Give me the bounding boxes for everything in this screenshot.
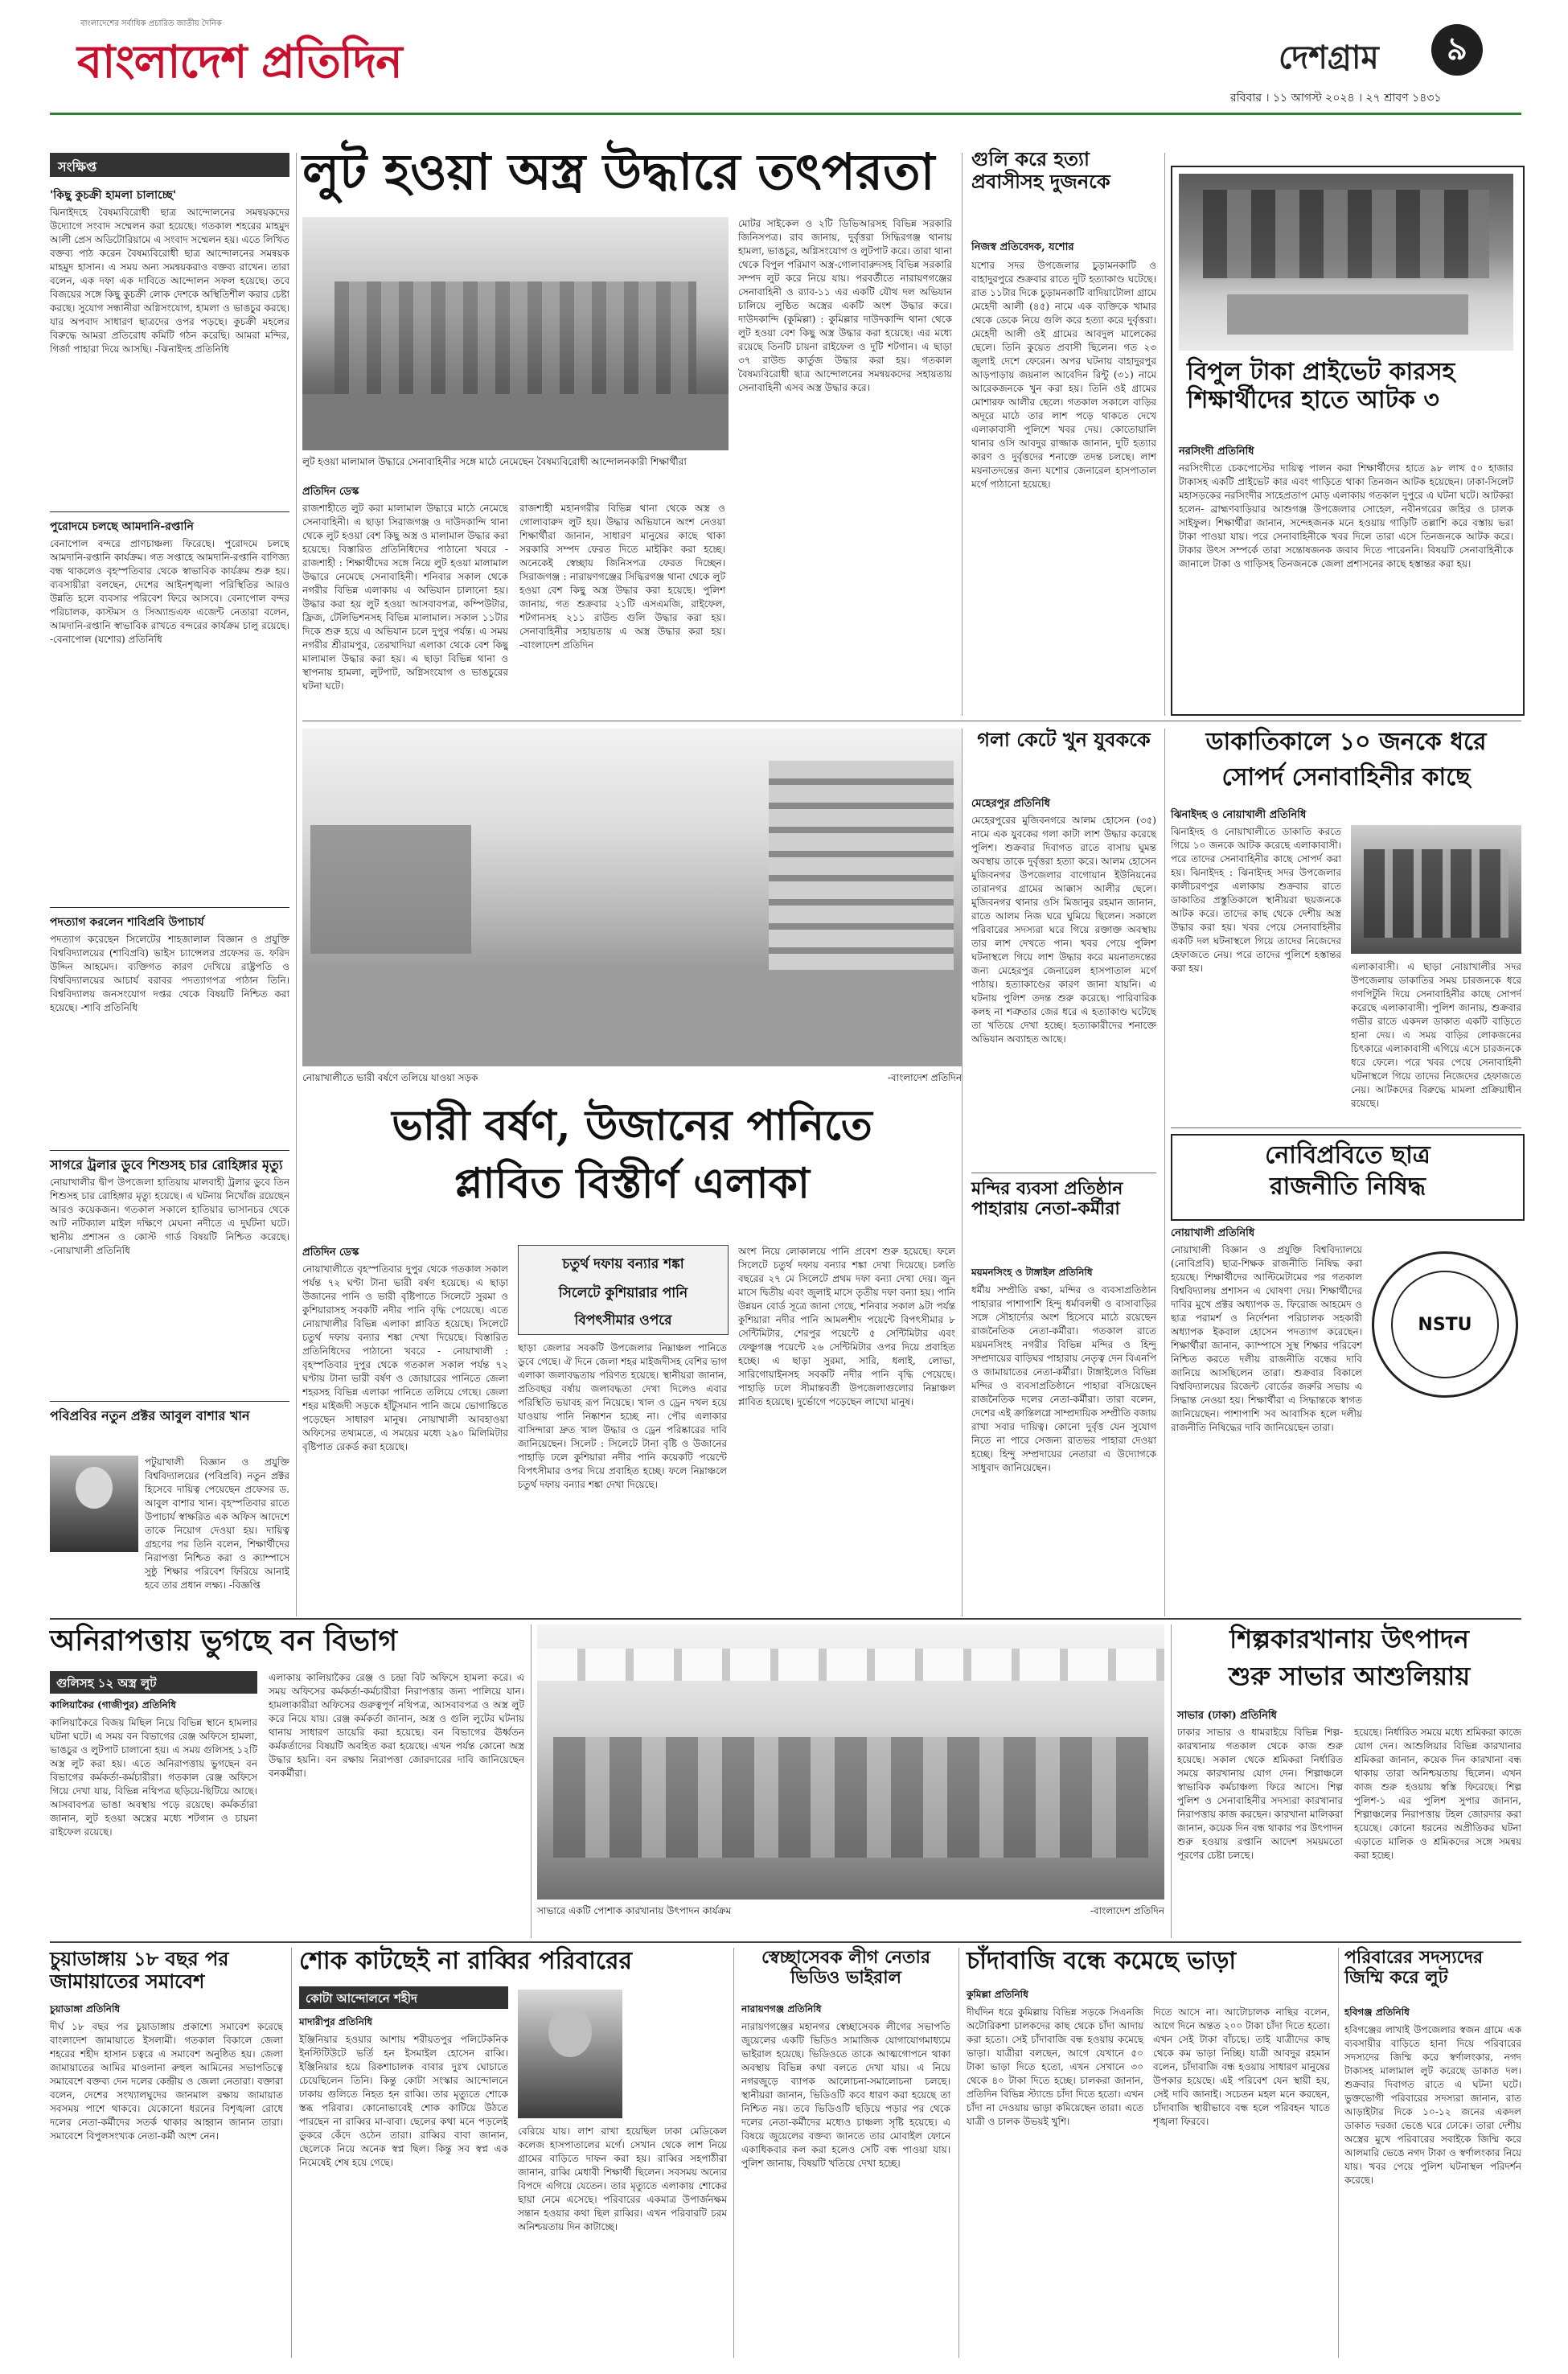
fare-byline: কুমিল্লা প্রতিনিধি bbox=[967, 1989, 1028, 2000]
divider bbox=[50, 907, 289, 908]
column-divider bbox=[958, 1948, 959, 2358]
university-logo bbox=[1372, 1251, 1518, 1398]
brief-item-title: পদত্যাগ করলেন শাবিপ্রবি উপাচার্য bbox=[50, 916, 204, 929]
robbery-byline: ঝিনাইদহ ও নোয়াখালী প্রতিনিধি bbox=[1171, 809, 1307, 821]
lead-text-col3: মোটর সাইকেল ও ২টি ডিভিআরসহ বিভিন্ন সরকারি জিনিসপত্র। রাব জানায়, দুর্বৃত্তরা সিদ্ধিরগঞ্জ থানায় হামলা, ভাঙচুর, অগ্নিসংযোগ ও লুটপাট করে। তারা থানা থেকে বিপুল পরিমাণ অস্ত্র-গোলাবারুদসহ বিভিন্ন সরকারি সম্পদ লুট করে নিয়ে যায়। পরবর্তীতে নারায়ণগঞ্জের সেনাবাহিনী ও র‍্যাব-১১ এর একটি যৌথ দল অভিযান চালিয়ে লুণ্ঠিত অস্ত্রের একটি অংশ উদ্ধার করে। দাউদকান্দি (কুমিল্লা) : কুমিল্লার দাউদকান্দি থানা থেকে লুট হওয়া বেশ কিছু অস্ত্র উদ্ধার করা হয়েছে। এর মধ্যে রয়েছে তিনটি চায়না রাইফেল ও দুটি শটগান। এ ছাড়া ৩৭ রাউন্ড কার্তুজ উদ্ধার করা হয়। গতকাল বৈষম্যবিরোধী ছাত্র আন্দোলনের সমন্বয়কদের সহায়তায় সেনাবাহিনী এসব অস্ত্র উদ্ধার করে। bbox=[738, 218, 952, 393]
jamaat-byline: চুয়াডাঙ্গা প্রতিনিধি bbox=[50, 2003, 121, 2015]
divider bbox=[50, 1150, 289, 1151]
lead-photo-caption: লুট হওয়া মালামাল উদ্ধারে সেনাবাহিনীর সঙ্গে মাঠে নেমেছেন বৈষম্যবিরোধী আন্দোলনকারী শিক্ষার্থীরা bbox=[302, 456, 687, 467]
column-divider bbox=[1338, 1948, 1339, 2358]
forest-sub-label: গুলিসহ ১২ অস্ত্র লুট bbox=[50, 1671, 257, 1694]
divider bbox=[50, 1401, 289, 1402]
brief-item-text: পদত্যাগ করেছেন সিলেটের শাহজালাল বিজ্ঞান ও প্রযুক্তি বিশ্ববিদ্যালয়ের (শাবিপ্রবি) ভাইস চ্যান্সেলর প্রফেসর ড. ফরিদ উদ্দিন আহমেদ। ব্যক্তিগত কারণ দেখিয়ে রাষ্ট্রপতি ও বিশ্ববিদ্যালয়ের আচার্য বরাবর পদত্যাগপত্র পাঠান তিনি। বিশ্ববিদ্যালয় জনসংযোগ দপ্তর থেকে বিষয়টি নিশ্চিত করা হয়েছে। -শাবি প্রতিনিধি bbox=[50, 934, 289, 1013]
flood-callout bbox=[518, 1245, 729, 1335]
divider bbox=[50, 511, 289, 512]
killing-text: যশোর সদর উপজেলার চুড়ামনকাটি ও বাহাদুরপুরে শুক্রবার রাতে দুটি হত্যাকাণ্ড ঘটেছে। রাত ১১টার দিকে চুড়ামনকাটি বাদিয়াটোলা গ্রামে মেহেদী আলী (৪৫) নামে এক ব্যক্তিকে খামার থেকে ডেকে নিয়ে গুলি করে হত্যা করে দুর্বৃত্তরা। মেহেদী আলী ওই গ্রামের আবদুল মালেকের ছেলে। তিনি কুয়েত প্রবাসী ছিলেন। গত ২৩ জুলাই দেশে ফেরেন। অপর ঘটনায় বাহাদুরপুর আড়পাড়ায় জয়নাল আবেদিন রিন্টু (৩১) নামে আরেকজনকে খুন করা হয়। তিনি ওই গ্রামের মোশারফ আলীর ছেলে। গতকাল সকালে বাড়ির অদূরে মাঠে তার লাশ পড়ে থাকতে দেখে এলাকাবাসী পুলিশে খবর দেয়। কোতোয়ালি থানার ওসি আবদুর রাজ্জাক জানান, দুটি হত্যার কারণ ও দুর্বৃত্তদের শনাক্তে তদন্ত চলছে। লাশ ময়নাতদন্তের জন্য যশোর জেনারেল হাসপাতাল মর্গে পাঠানো হয়েছে। bbox=[971, 260, 1156, 490]
brief-item-title: 'কিছু কুচক্রী হামলা চালাচ্ছে' bbox=[50, 189, 177, 202]
grief-headline: শোক কাটছেই না রাব্বির পরিবারের bbox=[299, 1947, 632, 1975]
brief-item-title: সাগরে ট্রলার ডুবে শিশুসহ চার রোহিঙ্গার মৃত্যু bbox=[50, 1157, 283, 1173]
robbery-text-col1: ঝিনাইদহ ও নোয়াখালীতে ডাকাতি করতে গিয়ে ১০ জনকে আটক করেছে এলাকাবাসী। পরে তাদের সেনাবাহিনীর কাছে সোপর্দ করা হয়। ঝিনাইদহ : ঝিনাইদহ সদর উপজেলার কালীচরণপুর এলাকায় শুক্রবার রাতে ডাকাতির প্রস্তুতিকালে স্থানীয়রা ছয়জনকে আটক করে। তাদের কাছ থেকে দেশীয় অস্ত্র উদ্ধার করা হয়। খবর পেয়ে সেনাবাহিনীর একটি দল ঘটনাস্থলে গিয়ে তাদের নিজেদের হেফাজতে নেয়। পরে তাদের পুলিশে হস্তান্তর করা হয়। bbox=[1171, 826, 1341, 974]
masthead-tagline: বাংলাদেশের সর্বাধিক প্রচারিত জাতীয় দৈনিক bbox=[80, 19, 222, 28]
lead-text-col1: রাজশাহীতে লুট করা মালামাল উদ্ধারে মাঠে নেমেছে সেনাবাহিনী। এ ছাড়া সিরাজগঞ্জ ও দাউদকান্দি থানা থেকে লুট হওয়া বেশ কিছু অস্ত্র ও মালামাল উদ্ধার করা হয়েছে। বিস্তারিত প্রতিনিধিদের পাঠানো খবরে - রাজশাহী : শিক্ষার্থীদের সঙ্গে নিয়ে লুট হওয়া মালামাল উদ্ধারে নেমেছে সেনাবাহিনী। শনিবার সকাল থেকে নগরীর বিভিন্ন এলাকায় এ অভিযান চালানো হয়। উদ্ধার করা হয় লুট হওয়া আসবাবপত্র, কম্পিউটার, ফ্রিজ, টেলিভিশনসহ বিভিন্ন মালামাল। সকাল ১১টার দিকে শুরু হয়ে এ অভিযান চলে দুপুর পর্যন্ত। এ সময় নগরীর শ্রীরামপুর, তেরখাদিয়া এলাকা থেকে বেশ কিছু মালামাল উদ্ধার করা হয়। এ ছাড়া বিভিন্ন থানা ও স্থাপনায় হামলা, লুটপাট, অগ্নিসংযোগ ও ভাঙচুরের ঘটনা ঘটে। bbox=[302, 503, 508, 692]
flood-byline: প্রতিদিন ডেস্ক bbox=[302, 1247, 359, 1259]
brief-item-text: পটুয়াখালী বিজ্ঞান ও প্রযুক্তি বিশ্ববিদ্যালয়ের (পবিপ্রবি) নতুন প্রক্টর হিসেবে দায়িত্ব পেয়েছেন প্রফেসর ড. আবুল বাশার খান। বৃহস্পতিবার রাতে উপাচার্য স্বাক্ষরিত এক অফিস আদেশে তাকে নিয়োগ দেওয়া হয়। দায়িত্ব গ্রহণের পর তিনি বলেন, শিক্ষার্থীদের নিরাপত্তা নিশ্চিত করা ও ক্যাম্পাসে সুষ্ঠু শিক্ষার পরিবেশ ফিরিয়ে আনাই হবে তার প্রধান লক্ষ্য। -বিজ্ঞপ্তি bbox=[145, 1456, 289, 1591]
horizontal-divider bbox=[50, 1941, 1521, 1943]
section-name: দেশগ্রাম bbox=[1279, 39, 1379, 76]
brief-item bbox=[50, 188, 289, 510]
nobipro-headline-box bbox=[1171, 1134, 1525, 1221]
killing-headline: গুলি করে হত্যা প্রবাসীসহ দুজনকে bbox=[971, 147, 1110, 193]
nobipro-headline-line1: নোবিপ্রবিতে ছাত্র bbox=[1265, 1141, 1430, 1169]
forest-headline: অনিরাপত্তায় ভুগছে বন বিভাগ bbox=[50, 1624, 398, 1657]
factory-headline-line2: শুরু সাভার আশুলিয়ায় bbox=[1228, 1661, 1471, 1691]
nobipro-byline: নোয়াখালী প্রতিনিধি bbox=[1171, 1227, 1255, 1239]
page-number: ৯ bbox=[1447, 29, 1467, 68]
viral-byline: নারায়ণগঞ্জ প্রতিনিধি bbox=[741, 2003, 822, 2015]
grief-text-col1: ইঞ্জিনিয়ার হওয়ার আশায় শরীয়তপুর পলিটেকনিক ইনস্টিটিউটে ভর্তি হন ইসমাইল হোসেন রাব্বি। ইঞ্জিনিয়ার হয়ে রিকশাচালক বাবার দুঃখ ঘোচাতে চেয়েছিলেন তিনি। কিন্তু কোটা সংস্কার আন্দোলনে ঢাকায় গুলিতে নিহত হন রাব্বি। তার মৃত্যুতে শোকে স্তব্ধ পরিবার। কোনোভাবেই শোক কাটিয়ে উঠতে পারছেন না রাব্বির মা-বাবা। ছেলের কথা মনে পড়লেই ডুকরে কেঁদে ওঠেন তারা। রাব্বির বাবা জানান, ছেলেকে নিয়ে অনেক স্বপ্ন ছিল। কিন্তু সব স্বপ্ন এক নিমেষেই শেষ হয়ে গেছে। bbox=[299, 2034, 508, 2168]
column-divider bbox=[962, 729, 963, 1616]
robbery-text-col2: এলাকাবাসী। এ ছাড়া নোয়াখালীর সদর উপজেলায় ডাকাতির সময় চারজনকে ধরে গণপিটুনি দিয়ে সেনাবাহিনীর কাছে সোপর্দ করেছে এলাকাবাসী। পুলিশ জানায়, শুক্রবার গভীর রাতে একদল ডাকাত একটি বাড়িতে হানা দেয়। এ সময় বাড়ির লোকজনের চিৎকারে এলাকাবাসী এগিয়ে এসে চারজনকে ধরে ফেলে। পরে খবর পেয়ে সেনাবাহিনী ঘটনাস্থলে গিয়ে তাদের নিজেদের হেফাজতে নেয়। আটকদের বিরুদ্ধে মামলা প্রক্রিয়াধীন রয়েছে। bbox=[1351, 961, 1521, 1109]
arrest-byline: নরসিংদী প্রতিনিধি bbox=[1179, 446, 1254, 458]
fare-headline: চাঁদাবাজি বন্ধে কমেছে ভাড়া bbox=[967, 1947, 1237, 1975]
forest-byline: কালিয়াকৈর (গাজীপুর) প্রতিনিধি bbox=[50, 1699, 176, 1711]
viral-text: নারায়ণগঞ্জের মহানগর স্বেচ্ছাসেবক লীগের সভাপতি জুয়েলের একটি ভিডিও সামাজিক যোগাযোগমাধ্যমে ভাইরাল হয়েছে। ভিডিওতে তাকে আত্মগোপনে থাকা অবস্থায় বিভিন্ন কথা বলতে দেখা যায়। এ নিয়ে নগরজুড়ে ব্যাপক আলোচনা-সমালোচনা চলছে। স্থানীয়রা জানান, ভিডিওটি কবে ধারণ করা হয়েছে তা নিশ্চিত নয়। তবে ভিডিওটি ছড়িয়ে পড়ার পর থেকে দলের নেতা-কর্মীদের মধ্যেও চাঞ্চল্য সৃষ্টি হয়েছে। এ বিষয়ে জুয়েলের বক্তব্য জানতে তার মোবাইল ফোনে একাধিকবার কল করা হলেও সেটি বন্ধ পাওয়া যায়। পুলিশ জানায়, বিষয়টি খতিয়ে দেখা হচ্ছে। bbox=[741, 2021, 950, 2169]
forest-text-col2: এলাকায় কালিয়াকৈর রেঞ্জ ও চন্দ্রা বিট অফিসে হামলা করে। এ সময় অফিসের কর্মকর্তা-কর্মচারীরা নিরাপত্তার জন্য পালিয়ে যান। হামলাকারীরা অফিসের গুরুত্বপূর্ণ নথিপত্র, আসবাবপত্র ও অস্ত্র লুট করে নিয়ে যায়। রেঞ্জ কর্মকর্তা জানান, অস্ত্র ও গুলি লুটের ঘটনায় থানায় সাধারণ ডায়েরি করা হয়েছে। বন বিভাগের ঊর্ধ্বতন কর্মকর্তাদের বিষয়টি অবহিত করা হয়েছে। এখন পর্যন্ত কোনো অস্ত্র উদ্ধার হয়নি। বন রক্ষায় নিরাপত্তা জোরদারের দাবি জানিয়েছেন বনকর্মীরা। bbox=[269, 1672, 524, 1779]
factory-headline-line1: শিল্পকারখানায় উৎপাদন bbox=[1229, 1624, 1469, 1654]
callout-line: সিলেটে কুশিয়ারার পানি bbox=[558, 1285, 688, 1301]
grief-byline: মাদারীপুর প্রতিনিধি bbox=[299, 2016, 373, 2027]
killing-byline: নিজস্ব প্রতিবেদক, যশোর bbox=[971, 241, 1074, 253]
column-divider bbox=[1164, 729, 1165, 1616]
horizontal-divider bbox=[50, 1618, 1521, 1620]
university-logo-text: NSTU bbox=[1418, 1314, 1472, 1335]
brief-item-title: পবিপ্রবির নতুন প্রক্টর আবুল বাশার খান bbox=[50, 1408, 250, 1423]
factory-photo-caption: সাভারে একটি পোশাক কারখানায় উৎপাদন কার্যক্রম bbox=[537, 1905, 732, 1916]
column-divider bbox=[291, 1948, 292, 2358]
grief-label: কোটা আন্দোলনে শহীদ bbox=[299, 1986, 508, 2009]
throat-headline: গলা কেটে খুন যুবককে bbox=[977, 728, 1151, 751]
throat-byline: মেহেরপুর প্রতিনিধি bbox=[971, 798, 1050, 810]
robbery-photo bbox=[1351, 825, 1521, 954]
nobipro-headline-line2: রাজনীতি নিষিদ্ধ bbox=[1270, 1172, 1426, 1201]
brief-item bbox=[50, 1409, 289, 1616]
issue-date: রবিবার । ১১ আগস্ট ২০২৪ । ২৭ শ্রাবণ ১৪৩১ bbox=[1230, 92, 1442, 105]
throat-text: মেহেরপুরের মুজিবনগরে আলম হোসেন (৩৫) নামে এক যুবকের গলা কাটা লাশ উদ্ধার করেছে পুলিশ। শুক্রবার দিবাগত রাতে বাসায় ঘুমন্ত অবস্থায় তাকে দুর্বৃত্তরা হত্যা করে। আলম হোসেন মুজিবনগর উপজেলার বাগোয়ান ইউনিয়নের তারানগর গ্রামের আক্কাস আলীর ছেলে। মুজিবনগর থানার ওসি মিজানুর রহমান জানান, রাতে আলম নিজ ঘরে ঘুমিয়ে ছিলেন। সকালে পরিবারের সদস্যরা ঘরে গিয়ে রক্তাক্ত অবস্থায় তার লাশ দেখতে পান। খবর পেয়ে পুলিশ ঘটনাস্থলে গিয়ে লাশ উদ্ধার করে ময়নাতদন্তের জন্য মেহেরপুর জেনারেল হাসপাতাল মর্গে পাঠায়। হত্যাকাণ্ডের কারণ জানা যায়নি। এ ঘটনায় পুলিশ তদন্ত শুরু করেছে। পারিবারিক কলহ না শত্রুতার জের ধরে এ হত্যাকাণ্ড ঘটেছে তা খতিয়ে দেখা হচ্ছে। হত্যাকারীদের শনাক্তে অভিযান অব্যাহত আছে। bbox=[971, 815, 1156, 1045]
brief-item-text: বেনাপোল বন্দরে প্রাণচাঞ্চল্য ফিরেছে। পুরোদমে চলছে আমদানি-রপ্তানি কার্যক্রম। গত সপ্তাহে আমদানি-রপ্তানি বাণিজ্য বন্ধ থাকলেও বৃহস্পতিবার থেকে স্বাভাবিক কার্যক্রম শুরু হয়। ব্যবসায়ীরা বলছেন, দেশের আইনশৃঙ্খলা পরিস্থিতির আরও উন্নতি হলে ব্যবসার পরিবেশ ফিরে আসবে। বেনাপোল বন্দর পরিচালক, কাস্টমস ও সিঅ্যান্ডএফ এজেন্ট নেতারা বলেন, আমদানি-রপ্তানি স্বাভাবিক রাখতে বন্দরের কার্যক্রম চালু রয়েছে। -বেনাপোল (যশোর) প্রতিনিধি bbox=[50, 538, 289, 645]
column-divider bbox=[296, 153, 297, 1616]
arrest-text: নরসিংদীতে চেকপোস্টের দায়িত্ব পালন করা শিক্ষার্থীদের হাতে ৯৮ লাখ ৫০ হাজার টাকাসহ একটি প্রাইভেট কার এবং গাড়িতে থাকা তিনজন আটক হয়েছেন। ঢাকা-সিলেট মহাসড়কের নরসিংদীর সাহেপ্রতাপ মোড় এলাকায় গতকাল দুপুরে এ ঘটনা ঘটে। আটকরা হলেন- ব্রাহ্মণবাড়িয়ার আশুগঞ্জ উপজেলার সোহেল, নবীনগরের জহির ও চালক সাইফুল। শিক্ষার্থীরা জানান, সন্দেহজনক মনে হওয়ায় গাড়িটি তল্লাশি করে বস্তায় ভরা টাকা পাওয়া যায়। পরে সেনাবাহিনীকে খবর দিলে তারা এসে তিনজনকে আটক করে। টাকার উৎস সম্পর্কে তারা সন্তোষজনক জবাব দিতে পারেননি। বিষয়টি সেনাবাহিনীকে জানালে টাকা ও গাড়িসহ তিনজনকে জেলা প্রশাসনের কাছে হস্তান্তর করা হয়। bbox=[1179, 462, 1513, 569]
factory-photo-credit: -বাংলাদেশ প্রতিদিন bbox=[1090, 1905, 1164, 1916]
column-divider bbox=[733, 1948, 734, 2358]
column-divider bbox=[531, 1624, 532, 1938]
lead-photo bbox=[302, 217, 729, 450]
arrest-headline: বিপুল টাকা প্রাইভেট কারসহ শিক্ষার্থীদের হাতে আটক ৩ bbox=[1187, 358, 1455, 414]
arrest-photo bbox=[1179, 174, 1513, 351]
temple-byline: ময়মনসিংহ ও টাঙ্গাইল প্রতিনিধি bbox=[971, 1267, 1093, 1278]
temple-headline: মন্দির ব্যবসা প্রতিষ্ঠান পাহারায় নেতা-কর্মীরা bbox=[971, 1178, 1123, 1220]
robbery-headline-line2: সোপর্দ সেনাবাহিনীর কাছে bbox=[1221, 763, 1471, 791]
brief-column bbox=[50, 153, 289, 1616]
brief-item bbox=[50, 1158, 289, 1399]
nobipro-text: নোয়াখালী বিজ্ঞান ও প্রযুক্তি বিশ্ববিদ্যালয়ে (নোবিপ্রবি) ছাত্র-শিক্ষক রাজনীতি নিষিদ্ধ করা হয়েছে। শিক্ষার্থীদের আল্টিমেটামের পর গতকাল বিশ্ববিদ্যালয় প্রশাসন এ ঘোষণা দেয়। শিক্ষার্থীদের দাবির মুখে প্রক্টর অধ্যাপক ড. ফিরোজ আহমেদ ও ছাত্র পরামর্শ ও নির্দেশনা পরিচালক সহকারী অধ্যাপক ইকবাল হোসেন পদত্যাগ করেছেন। শিক্ষার্থীরা জানান, ক্যাম্পাসে সুস্থ শিক্ষার পরিবেশ নিশ্চিত করতে দলীয় রাজনীতি বন্ধের দাবি জানিয়ে আসছিলেন তারা। শুক্রবার বিকালে বিশ্ববিদ্যালয়ের রিজেন্ট বোর্ডের জরুরি সভায় এ সিদ্ধান্ত নেওয়া হয়। শিক্ষার্থীরা এ সিদ্ধান্তকে স্বাগত জানিয়েছেন। পাশাপাশি সব আবাসিক হলে দলীয় রাজনীতি নিষিদ্ধের দাবি জানিয়েছেন তারা। bbox=[1171, 1244, 1362, 1433]
hostage-text: হবিগঞ্জের লাখাই উপজেলার স্বজন গ্রামে এক ব্যবসায়ীর বাড়িতে হানা দিয়ে পরিবারের সদস্যদের জিম্মি করে স্বর্ণালংকার, নগদ টাকাসহ মালামাল লুট করেছে ডাকাত দল। শুক্রবার দিবাগত রাতে এ ঘটনা ঘটে। ভুক্তভোগী পরিবারের সদস্যরা জানান, রাত আড়াইটার দিকে ১০-১২ জনের একদল ডাকাত দরজা ভেঙে ঘরে ঢোকে। তারা দেশীয় অস্ত্রের মুখে পরিবারের সবাইকে জিম্মি করে আলমারি ভেঙে নগদ টাকা ও স্বর্ণালংকার নিয়ে যায়। খবর পেয়ে পুলিশ ঘটনাস্থল পরিদর্শন করেছে। bbox=[1344, 2024, 1521, 2186]
factory-text-col1: ঢাকার সাভার ও ধামরাইয়ে বিভিন্ন শিল্প-কারখানায় গতকাল থেকে কাজ শুরু হয়েছে। সকাল থেকে শ্রমিকরা নির্ধারিত সময়ে কারখানায় যোগ দেন। শিল্পাঞ্চলে স্বাভাবিক কর্মচাঞ্চল্য ফিরে আসে। শিল্প পুলিশ ও সেনাবাহিনীর সদস্যরা কারখানার নিরাপত্তায় কাজ করছেন। কারখানা মালিকরা জানান, কয়েক দিন বন্ধ থাকার পর উৎপাদন শুরু হওয়ায় রপ্তানি আদেশ সময়মতো পূরণের চেষ্টা চলছে। bbox=[1177, 1727, 1343, 1861]
robbery-headline-line1: ডাকাতিকালে ১০ জনকে ধরে bbox=[1205, 728, 1487, 756]
brief-label: সংক্ষিপ্ত bbox=[50, 153, 289, 177]
masthead-rule bbox=[50, 113, 1521, 115]
factory-text-col2: হয়েছে। নির্ধারিত সময়ে মধ্যে শ্রমিকরা কাজে যোগ দেন। আশুলিয়ার বিভিন্ন কারখানার শ্রমিকরা জানান, কয়েক দিন কারখানা বন্ধ থাকায় তারা অনিশ্চয়তায় ছিলেন। এখন কাজ শুরু হওয়ায় স্বস্তি ফিরেছে। শিল্প পুলিশ-১ এর পুলিশ সুপার জানান, শিল্পাঞ্চলের নিরাপত্তায় টহল জোরদার করা হয়েছে। কোনো ধরনের অপ্রীতিকর ঘটনা এড়াতে মালিক ও শ্রমিকদের সঙ্গে সমন্বয় করা হচ্ছে। bbox=[1354, 1727, 1521, 1861]
forest-text-col1: কালিয়াকৈরে বিজয় মিছিল নিয়ে বিভিন্ন স্থানে হামলার ঘটনা ঘটে। এ সময় বন বিভাগের রেঞ্জ অফিসে হামলা, ভাঙচুর ও লুটপাট চালানো হয়। এ সময় গুলিসহ ১২টি অস্ত্র লুট করা হয়। এতে অনিরাপত্তায় ভুগছেন বন বিভাগের কর্মকর্তা-কর্মচারীরা। গতকাল রেঞ্জ অফিসে গিয়ে দেখা যায়, বিভিন্ন নথিপত্র ছড়িয়ে-ছিটিয়ে আছে। আসবাবপত্র ভাঙা অবস্থায় পড়ে রয়েছে। কর্মকর্তারা জানান, লুট হওয়া অস্ত্রের মধ্যে শটগান ও চায়না রাইফেল রয়েছে। bbox=[50, 1717, 257, 1838]
flood-text-col1: নোয়াখালীতে বৃহস্পতিবার দুপুর থেকে গতকাল সকাল পর্যন্ত ৭২ ঘণ্টা টানা ভারী বর্ষণ হয়েছে। এ ছাড়া উজানের পানি ও ভারী বৃষ্টিপাতে সিলেটে সুরমা ও কুশিয়ারাসহ সবকটি নদীর পানি বৃদ্ধি পেয়েছে। এতে নোয়াখালীর বিভিন্ন এলাকা প্লাবিত হয়েছে। সিলেটে চতুর্থ দফায় বন্যার শঙ্কা দেখা দিয়েছে। বিস্তারিত প্রতিনিধিদের পাঠানো খবরে - নোয়াখালী : বৃহস্পতিবার দুপুর থেকে গতকাল সকাল পর্যন্ত ৭২ ঘণ্টায় টানা ভারী বর্ষণ ও জোয়ারের পানিতে জেলা শহরসহ বিভিন্ন এলাকা পানিতে তলিয়ে গেছে। জেলা শহর মাইজদী সড়কে হাঁটুসমান পানি জমে ভোগান্তিতে পড়েছেন সাধারণ মানুষ। নোয়াখালী আবহাওয়া অফিসের তথ্যমতে, এ সময়ের মধ্যে ২৯০ মিলিমিটার বৃষ্টিপাত রেকর্ড করা হয়েছে। bbox=[302, 1263, 508, 1452]
fare-text-col2: দিতে আসে না। আটোচালক নাছির বলেন, আগে দিনে অন্তত ২০০ টাকা চাঁদা দিতে হতো। এখন সেই টাকা বাঁচছে। তাই যাত্রীদের কাছ থেকে কম ভাড়া নিচ্ছি। যাত্রী আবদুর রহমান বলেন, চাঁদাবাজি বন্ধ হওয়ায় সাধারণ মানুষের উপকার হয়েছে। এই পরিবেশ যেন স্থায়ী হয়, সেই দাবি জানাই। সচেতন মহল মনে করছেন, চাঁদাবাজি স্থায়ীভাবে বন্ধ হলে পরিবহন খাতে শৃঙ্খলা ফিরবে। bbox=[1153, 2006, 1330, 2127]
flood-photo-caption: নোয়াখালীতে ভারী বর্ষণে তলিয়ে যাওয়া সড়ক bbox=[302, 1072, 478, 1083]
brief-item-text: নোয়াখালীর দ্বীপ উপজেলা হাতিয়ায় মালবাহী ট্রলার ডুবে তিন শিশুসহ চার রোহিঙ্গার মৃত্যু হয়েছে। এ ঘটনায় নিখোঁজ রয়েছেন আরও কয়েকজন। গতকাল সকালে হাতিয়ার ভাসানচর থেকে আট নটিক্যাল মাইল দক্ষিণে মেঘনা নদীতে এ দুর্ঘটনা ঘটে। স্থানীয় প্রশাসন ও কোস্ট গার্ড বিষয়টি নিশ্চিত করেছে। -নোয়াখালী প্রতিনিধি bbox=[50, 1177, 289, 1256]
flood-text-col3: অংশ নিয়ে লোকালয়ে পানি প্রবেশ শুরু হয়েছে। ফলে সিলেটে চতুর্থ দফায় বন্যার শঙ্কা দেখা দিয়েছে। চলতি বছরের ২৭ মে সিলেটে প্রথম দফা বন্যা দেখা দেয়। জুন মাসে দ্বিতীয় এবং জুলাই মাসে তৃতীয় দফা বন্যা হয়। পানি উন্নয়ন বোর্ড সূত্রে জানা গেছে, শনিবার সকাল ৯টা পর্যন্ত কুশিয়ারা নদীর পানি আমলশীদ পয়েন্টে বিপৎসীমার ৮ সেন্টিমিটার, শেরপুর পয়েন্টে ৫ সেন্টিমিটার এবং ফেঞ্চুগঞ্জ পয়েন্টে ২৬ সেন্টিমিটার ওপর দিয়ে প্রবাহিত হচ্ছে। এ ছাড়া সুরমা, সারি, ধলাই, লোভা, সারিগোয়াইনসহ সবকটি নদীর পানি বৃদ্ধি পেয়েছে। পাহাড়ি ঢলে সীমান্তবর্তী উপজেলাগুলোর নিম্নাঞ্চল প্লাবিত হয়েছে। দুর্ভোগে পড়েছেন লাখো মানুষ। bbox=[738, 1246, 955, 1407]
person-photo bbox=[50, 1456, 138, 1552]
brief-item-text: ঝিনাইদহে বৈষম্যবিরোধী ছাত্র আন্দোলনের সমন্বয়কদের উদ্যোগে সংবাদ সম্মেলন করা হয়েছে। গতকাল শহরের মাহমুদ আলী প্রেস অডিটোরিয়ামে এ সংবাদ সম্মেলন হয়। এতে লিখিত বক্তব্য পাঠ করেন বৈষম্যবিরোধী ছাত্র আন্দোলনের সমন্বয়ক মাহমুদ হাসান। এ সময় অন্য সমন্বয়করাও বক্তব্য রাখেন। তারা বলেন, এক দফা এক দাবিতে আন্দোলন সফল হয়েছে। তবে বিজয়ের সঙ্গে কিছু কুচক্রী লোক দেশকে অস্থিতিশীল করার চেষ্টা করছে। সুযোগ সন্ধানীরা অগ্নিসংযোগ, হামলা ও ভাঙচুর করছে। যার অপবাদ সাধারণ ছাত্রদের ওপর পড়ছে। কুচক্রী মহলের বিরুদ্ধে আমরা প্রতিরোধ কমিটি গঠন করেছি। আমরা মন্দির, গির্জা পাহারা দিয়ে আসছি। -ঝিনাইদহ প্রতিনিধি bbox=[50, 207, 289, 355]
victim-photo bbox=[518, 1990, 622, 2118]
flood-headline-line2: প্লাবিত বিস্তীর্ণ এলাকা bbox=[454, 1159, 810, 1208]
column-divider bbox=[962, 153, 963, 716]
lead-headline: লুট হওয়া অস্ত্র উদ্ধারে তৎপরতা bbox=[302, 142, 935, 201]
temple-text: ধর্মীয় সম্প্রীতি রক্ষা, মন্দির ও ব্যবসাপ্রতিষ্ঠান পাহারার পাশাপাশি হিন্দু ধর্মাবলম্বী ও বাসাবাড়ির সঙ্গে সৌহার্দ্যের অংশ হিসেবে মাঠে রয়েছেন রাজনৈতিক নেতা-কর্মীরা। গতকাল রাতে ময়মনসিংহ নগরীর বিভিন্ন মন্দির ও হিন্দু সম্প্রদায়ের বাড়িঘর পাহারায় নেতৃত্ব দেন বিএনপি ও জামায়াতের নেতা-কর্মীরা। টাঙ্গাইলেও বিভিন্ন মন্দির ও ব্যবসাপ্রতিষ্ঠানে পাহারা বসিয়েছেন রাজনৈতিক দলের নেতা-কর্মীরা। তারা বলেন, দেশের এই ক্রান্তিলগ্নে সাম্প্রদায়িক সম্প্রীতি বজায় রাখা সবার দায়িত্ব। কোনো দুর্বৃত্ত যেন সুযোগ নিতে না পারে সেজন্য রাতভর পাহারা দেওয়া হচ্ছে। হিন্দু সম্প্রদায়ের নেতারা এ উদ্যোগকে সাধুবাদ জানিয়েছেন। bbox=[971, 1284, 1156, 1473]
brief-item bbox=[50, 915, 289, 1148]
masthead bbox=[0, 0, 1568, 153]
flood-headline-line1: ভারী বর্ষণ, উজানের পানিতে bbox=[392, 1101, 872, 1150]
factory-byline: সাভার (ঢাকা) প্রতিনিধি bbox=[1177, 1710, 1277, 1722]
page-number-badge bbox=[1431, 24, 1483, 76]
lead-text-col2: রাজশাহী মহানগরীর বিভিন্ন থানা থেকে অস্ত্র ও গোলাবারুদ লুট হয়। উদ্ধার অভিযানে অংশ নেওয়া শিক্ষার্থীরা জানান, সাধারণ মানুষের কাছে থাকা সরকারি সম্পদ ফেরত দিতে মাইকিং করা হচ্ছে। অনেকেই স্বেচ্ছায় জিনিসপত্র ফেরত দিচ্ছেন। সিরাজগঞ্জ : নারায়ণগঞ্জের সিদ্ধিরগঞ্জ থানা থেকে লুট হওয়া বেশ কিছু অস্ত্র উদ্ধার করা হয়েছে। পুলিশ জানায়, গত শুক্রবার ২১টি এসএমজি, রাইফেল, শটগানসহ ২১১ রাউন্ড গুলি উদ্ধার করা হয়। সেনাবাহিনীর সহায়তায় এ অস্ত্র উদ্ধার করা হয়। -বাংলাদেশ প্রতিদিন bbox=[519, 503, 725, 651]
column-divider bbox=[1164, 153, 1165, 716]
horizontal-divider bbox=[1171, 1127, 1521, 1128]
hostage-byline: হবিগঞ্জ প্রতিনিধি bbox=[1344, 2006, 1410, 2018]
jamaat-headline: চুয়াডাঙ্গায় ১৮ বছর পর জামায়াতের সমাবেশ bbox=[50, 1947, 229, 1993]
flood-text-col2: ছাড়া জেলার সবকটি উপজেলার নিম্নাঞ্চল পানিতে ডুবে গেছে। ঐ দিনে জেলা শহর মাইজদীসহ বেশির ভাগ এলাকা জলাবদ্ধতায় পরিণত হয়েছে। স্থানীয়রা জানান, প্রতিবছর বর্ষায় জলাবদ্ধতা দেখা দিলেও এবার পরিস্থিতি ভয়াবহ রূপ নিয়েছে। খাল ও ড্রেন দখল হয়ে যাওয়ায় পানি নিষ্কাশন হচ্ছে না। পৌর এলাকার বাসিন্দারা দ্রুত খাল উদ্ধার ও ড্রেন পরিষ্কারের দাবি জানিয়েছেন। সিলেট : সিলেটে টানা বৃষ্টি ও উজানের পাহাড়ি ঢলে কুশিয়ারা নদীর পানি কয়েকটি পয়েন্টে বিপৎসীমার ওপর দিয়ে প্রবাহিত হচ্ছে। ফলে নিম্নাঞ্চলে চতুর্থ দফায় বন্যার শঙ্কা দেখা দিয়েছে। bbox=[518, 1342, 727, 1490]
hostage-headline: পরিবারের সদস্যদের জিম্মি করে লুট bbox=[1344, 1947, 1484, 1989]
viral-headline: স্বেচ্ছাসেবক লীগ নেতার ভিডিও ভাইরাল bbox=[761, 1947, 930, 1989]
brief-item-title: পুরোদমে চলছে আমদানি-রপ্তানি bbox=[50, 520, 194, 533]
column-divider bbox=[1171, 1624, 1172, 1938]
newspaper-logo: বাংলাদেশ প্রতিদিন bbox=[77, 35, 402, 88]
grief-text-col2: বেরিয়ে যায়। লাশ রাখা হয়েছিল ঢাকা মেডিকেল কলেজ হাসপাতালের মর্গে। সেখান থেকে লাশ নিয়ে গ্রামের বাড়িতে দাফন করা হয়। রাব্বির সহপাঠীরা জানান, রাব্বি মেধাবী শিক্ষার্থী ছিলেন। সবসময় অন্যের বিপদে এগিয়ে যেতেন। তার মৃত্যুতে এলাকায় শোকের ছায়া নেমে এসেছে। পরিবারের একমাত্র উপার্জনক্ষম সন্তান হওয়ার কথা ছিল রাব্বির। এখন পরিবারটি চরম অনিশ্চয়তায় দিন কাটাচ্ছে। bbox=[518, 2126, 727, 2232]
callout-line: বিপৎসীমার ওপরে bbox=[574, 1312, 672, 1329]
jamaat-text: দীর্ঘ ১৮ বছর পর চুয়াডাঙ্গায় প্রকাশ্যে সমাবেশ করেছে বাংলাদেশ জামায়াতে ইসলামী। গতকাল বিকালে জেলা শহরের শহীদ হাসান চত্বরে এ সমাবেশ অনুষ্ঠিত হয়। জেলা জামায়াতের আমির মাওলানা রুহুল আমিনের সভাপতিত্বে সমাবেশে বক্তব্য দেন দলের কেন্দ্রীয় ও জেলা নেতারা। বক্তারা বলেন, দেশের সংখ্যালঘুদের জানমাল রক্ষায় জামায়াত সবসময় পাশে থাকবে। যেকোনো ধরনের বিশৃঙ্খলা রোধে দলের নেতা-কর্মীদের সতর্ক থাকার আহ্বান জানান তারা। সমাবেশে বিপুলসংখ্যক নেতা-কর্মী অংশ নেন। bbox=[50, 2021, 283, 2142]
callout-line: চতুর্থ দফায় বন্যার শঙ্কা bbox=[562, 1256, 684, 1272]
factory-photo bbox=[537, 1624, 1164, 1900]
flood-photo bbox=[302, 729, 962, 1066]
fare-text-col1: দীর্ঘদিন ধরে কুমিল্লায় বিভিন্ন সড়কে সিএনজি অটোরিকশা চালকদের কাছ থেকে চাঁদা আদায় করা হতো। সেই চাঁদাবাজি বন্ধ হওয়ায় কমেছে ভাড়া। যাত্রীরা বলছেন, আগে যেখানে ৫০ টাকা ভাড়া দিতে হতো, এখন সেখানে ৩০ থেকে ৪০ টাকা দিতে হচ্ছে। চালকরা জানান, প্রতিদিন বিভিন্ন স্ট্যান্ডে চাঁদা দিতে হতো। এখন চাঁদা না দেওয়ায় ভাড়া কমিয়েছেন তারা। এতে যাত্রী ও চালক উভয়ই খুশি। bbox=[967, 2006, 1143, 2127]
lead-byline: প্রতিদিন ডেস্ক bbox=[302, 486, 359, 498]
brief-item bbox=[50, 520, 289, 906]
flood-photo-credit: -বাংলাদেশ প্রতিদিন bbox=[887, 1072, 962, 1083]
